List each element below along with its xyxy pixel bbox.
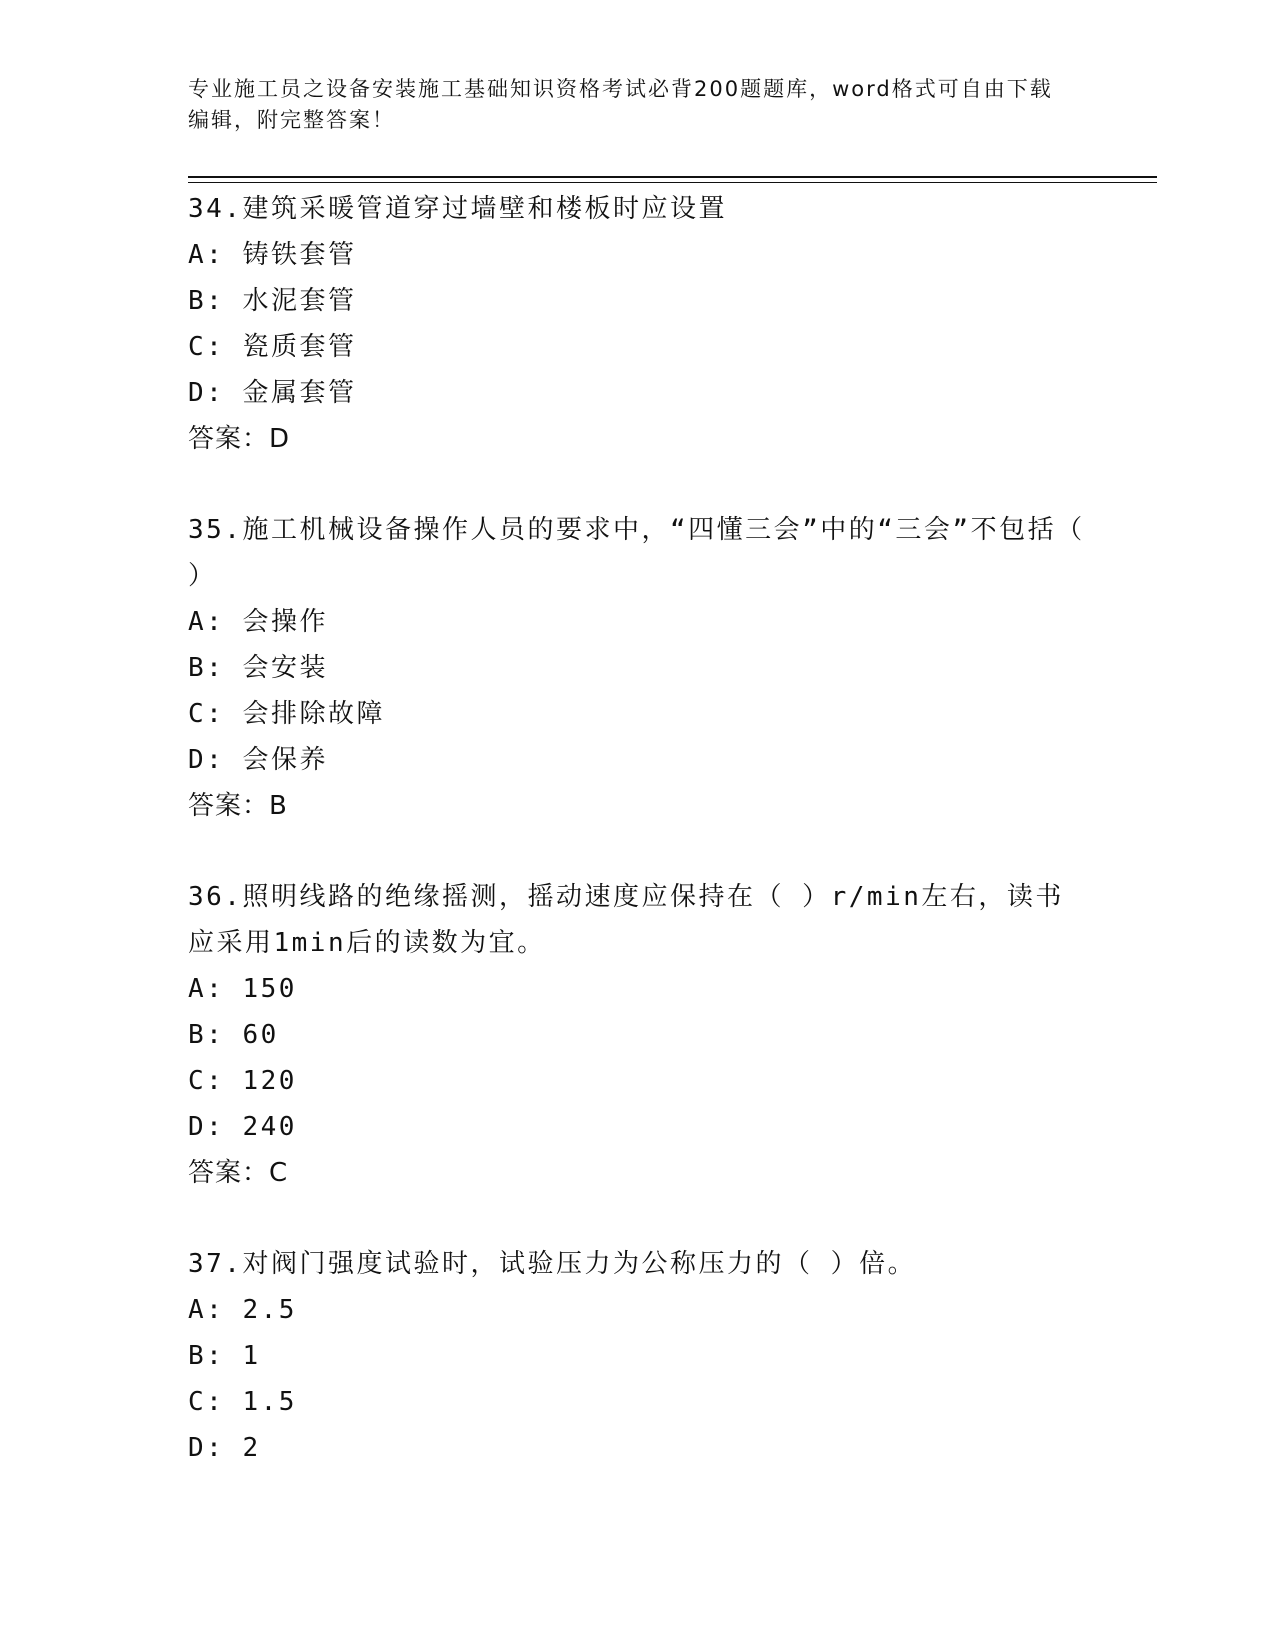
option-d: D: 会保养: [188, 745, 328, 775]
option-b: B: 60: [188, 1020, 279, 1050]
option-a: A: 会操作: [188, 607, 328, 637]
option-a: A: 150: [188, 974, 297, 1004]
question-list: [188, 186, 1103, 1516]
option-b: B: 水泥套管: [188, 286, 357, 316]
document-header: 专业施工员之设备安装施工基础知识资格考试必背200题题库，word格式可自由下载编辑，附完整答案！: [188, 77, 1053, 132]
option-d: D: 金属套管: [188, 378, 357, 408]
question-34: [188, 186, 1088, 462]
header-divider-thin: [188, 182, 1157, 183]
option-b: B: 1: [188, 1341, 261, 1371]
option-c: C: 瓷质套管: [188, 332, 357, 362]
header-divider-thick: [188, 176, 1157, 178]
option-c: C: 120: [188, 1066, 297, 1096]
option-c: C: 会排除故障: [188, 699, 385, 729]
answer-line: 答案：D: [188, 424, 291, 454]
option-d: D: 240: [188, 1112, 297, 1142]
answer-line: 答案：C: [188, 1158, 289, 1188]
option-d: D: 2: [188, 1433, 261, 1463]
option-c: C: 1.5: [188, 1387, 297, 1417]
question-stem: 37.对阀门强度试验时，试验压力为公称压力的（ ）倍。: [188, 1249, 917, 1279]
answer-line: 答案：B: [188, 791, 288, 821]
question-37: [188, 1241, 1088, 1471]
question-stem: 34.建筑采暖管道穿过墙壁和楼板时应设置: [188, 194, 727, 224]
question-stem: 36.照明线路的绝缘摇测，摇动速度应保持在（ ）r/min左右，读书应采用1min后的读数为宜。: [188, 882, 1064, 958]
question-stem: 35.施工机械设备操作人员的要求中，“四懂三会”中的“三会”不包括（ ）: [188, 515, 1103, 591]
question-36: [188, 874, 1088, 1196]
option-b: B: 会安装: [188, 653, 328, 683]
question-35: [188, 507, 1103, 829]
option-a: A: 2.5: [188, 1295, 297, 1325]
option-a: A: 铸铁套管: [188, 240, 357, 270]
